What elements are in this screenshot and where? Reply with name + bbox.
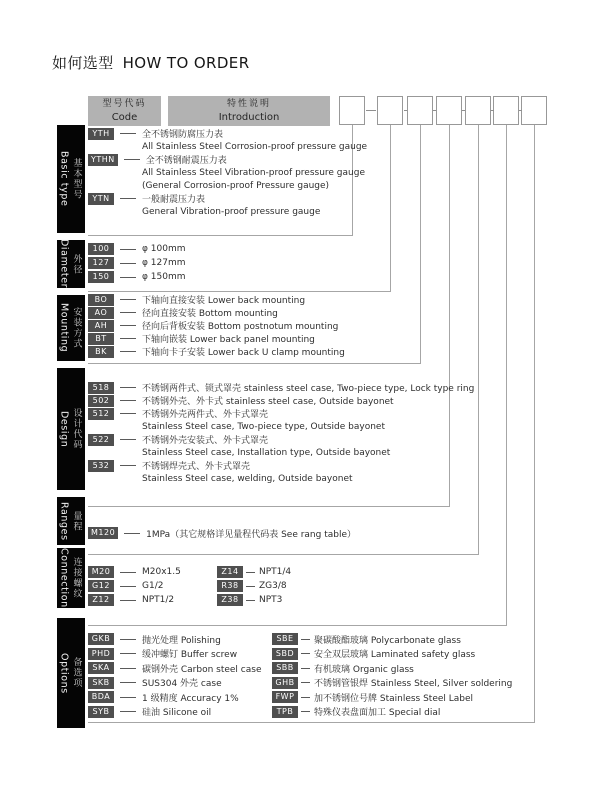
code-row xyxy=(88,270,186,284)
code-dash xyxy=(246,586,255,587)
code-description: 不锈钢外壳安装式、外卡式罩壳 xyxy=(142,436,269,446)
code-description: Stainless Steel case, Two-piece type, Outside bayonet xyxy=(142,421,385,432)
code-chip: Z12 xyxy=(88,594,114,606)
section-separator-line xyxy=(88,506,450,507)
code-dash xyxy=(301,639,310,640)
code-description: 不锈钢外壳两件式、外卡式罩壳 xyxy=(142,410,269,420)
code-description: 1MPa（其它规格详见量程代码表 See rang table） xyxy=(146,529,356,540)
section-options-rows-right xyxy=(272,632,512,719)
code-description: Stainless Steel case, Installation type, Outside bayonet xyxy=(142,447,391,458)
section-label-zh: 连接螺纹 xyxy=(71,557,82,599)
box-connector-dash xyxy=(366,110,376,111)
box-connector-dash xyxy=(433,110,436,111)
section-label-en: Options xyxy=(58,652,70,694)
section-label-connection xyxy=(57,548,85,608)
code-row xyxy=(88,647,262,662)
code-dash xyxy=(120,439,136,440)
section-label-en: Connection xyxy=(58,548,70,608)
code-dash xyxy=(120,387,136,388)
section-label-basic-type xyxy=(57,125,85,233)
code-dash xyxy=(301,682,310,683)
code-dash xyxy=(301,711,310,712)
code-row xyxy=(272,661,512,676)
code-description: 加不锈钢位号牌 Stainless Steel Label xyxy=(314,693,474,704)
section-connection-rows xyxy=(88,565,181,607)
code-description: General Vibration-proof pressure gauge xyxy=(142,206,321,217)
code-description: 下轴向嵌装 Lower back panel mounting xyxy=(142,335,315,345)
section-mounting-rows xyxy=(88,293,345,358)
box-connector-dash xyxy=(491,110,494,111)
code-row xyxy=(88,459,474,472)
code-chip: BDA xyxy=(88,691,114,703)
header-introduction-en: Introduction xyxy=(218,112,280,123)
code-description: 抛光处理 Polishing xyxy=(142,635,221,646)
code-description: 径向直接安装 Bottom mounting xyxy=(142,309,278,319)
code-row xyxy=(88,394,474,407)
order-code-box-1 xyxy=(339,96,365,125)
code-chip: FWP xyxy=(272,691,298,703)
section-diameter-rows xyxy=(88,242,186,284)
code-description: 硅油 Silicone oil xyxy=(142,708,212,719)
code-dash xyxy=(120,668,136,669)
header-code-box xyxy=(88,96,161,126)
code-description: G1/2 xyxy=(142,581,164,591)
code-chip: YTH xyxy=(88,128,114,140)
code-dash xyxy=(301,653,310,654)
code-dash xyxy=(120,325,136,326)
section-label-en: Ranges xyxy=(58,501,70,541)
code-row xyxy=(88,332,345,345)
code-dash xyxy=(120,299,136,300)
order-code-box-7 xyxy=(521,96,547,125)
code-description: φ 127mm xyxy=(142,258,186,268)
code-row xyxy=(272,676,512,691)
code-row xyxy=(88,593,181,607)
code-description: SUS304 外壳 case xyxy=(142,679,222,690)
code-description: 碳钢外壳 Carbon steel case xyxy=(142,664,262,675)
code-description: 缓冲螺钉 Buffer screw xyxy=(142,650,238,661)
code-row xyxy=(88,306,345,319)
code-dash xyxy=(301,668,310,669)
code-dash xyxy=(120,400,136,401)
code-row-continuation xyxy=(88,179,367,192)
code-row xyxy=(88,690,262,705)
section-options-rows xyxy=(88,632,262,719)
code-row xyxy=(88,661,262,676)
code-chip: SKA xyxy=(88,662,114,674)
code-description: ZG3/8 xyxy=(259,581,287,591)
code-dash xyxy=(301,697,310,698)
section-label-ranges xyxy=(57,497,85,545)
code-row-continuation xyxy=(88,140,367,153)
order-code-box-5 xyxy=(465,96,491,125)
code-row xyxy=(88,381,474,394)
section-label-zh: 基本型号 xyxy=(71,158,82,200)
code-row xyxy=(88,526,356,540)
page-title xyxy=(52,52,250,73)
code-row xyxy=(88,705,262,720)
code-description: 不锈钢外壳、外卡式 stainless steel case, Outside bayonet xyxy=(142,397,394,407)
code-description: 有机玻璃 Organic glass xyxy=(314,664,414,675)
code-description: All Stainless Steel Vibration-proof pressure gauge xyxy=(142,167,365,178)
code-chip: 127 xyxy=(88,257,114,269)
code-description: M20x1.5 xyxy=(142,567,181,577)
code-dash xyxy=(120,413,136,414)
code-dash xyxy=(120,312,136,313)
code-dash xyxy=(246,572,255,573)
section-label-zh: 备选项 xyxy=(71,657,82,689)
code-chip: YTN xyxy=(88,193,114,205)
header-introduction-zh: 特性说明 xyxy=(226,99,271,109)
code-row xyxy=(88,345,345,358)
code-description: 下轴向直接安装 Lower back mounting xyxy=(142,296,306,306)
connector-vertical-line xyxy=(506,125,507,625)
section-label-zh: 外径 xyxy=(71,253,82,275)
section-connection-rows-right xyxy=(217,565,291,607)
code-chip: R38 xyxy=(217,580,243,592)
code-row xyxy=(88,433,474,446)
code-row-continuation xyxy=(88,446,474,459)
code-chip: 512 xyxy=(88,408,114,420)
section-separator-line xyxy=(88,291,391,292)
section-separator-line xyxy=(88,625,507,626)
code-chip: YTHN xyxy=(88,154,118,166)
section-label-design xyxy=(57,368,85,490)
code-description: All Stainless Steel Corrosion-proof pressure gauge xyxy=(142,141,368,152)
code-dash xyxy=(120,697,136,698)
code-chip: BT xyxy=(88,333,114,345)
section-label-en: Basic type xyxy=(58,151,70,207)
section-separator-line xyxy=(88,235,353,236)
code-row-continuation xyxy=(88,166,367,179)
code-chip: G12 xyxy=(88,580,114,592)
code-chip: 522 xyxy=(88,434,114,446)
code-row xyxy=(217,579,291,593)
code-description: NPT1/2 xyxy=(142,595,175,605)
code-chip: SBB xyxy=(272,662,298,674)
connector-vertical-line xyxy=(534,125,535,722)
code-description: 径向后背板安装 Bottom postnotum mounting xyxy=(142,322,339,332)
code-row xyxy=(88,407,474,420)
code-description: φ 150mm xyxy=(142,272,186,282)
code-description: 一般耐震压力表 xyxy=(142,195,206,205)
order-code-box-6 xyxy=(493,96,519,125)
code-row xyxy=(88,293,345,306)
section-ranges-rows xyxy=(88,526,356,540)
code-dash xyxy=(246,600,255,601)
code-row xyxy=(88,676,262,691)
code-dash xyxy=(120,338,136,339)
code-chip: AO xyxy=(88,307,114,319)
section-label-en: Diameter xyxy=(58,239,70,289)
section-separator-line xyxy=(88,363,421,364)
code-dash xyxy=(120,711,136,712)
box-connector-dash xyxy=(519,110,522,111)
code-chip: BK xyxy=(88,346,114,358)
box-connector-dash xyxy=(404,110,407,111)
code-row xyxy=(217,565,291,579)
code-chip: M20 xyxy=(88,566,114,578)
section-label-en: Mounting xyxy=(58,303,70,353)
code-chip: GKB xyxy=(88,633,114,645)
page-title-zh: 如何选型 xyxy=(52,54,114,72)
page-title-en: HOW TO ORDER xyxy=(122,54,250,72)
section-design-rows xyxy=(88,381,474,485)
code-description: (General Corrosion-proof Pressure gauge) xyxy=(142,180,330,191)
code-row xyxy=(88,579,181,593)
section-label-zh: 量程 xyxy=(71,510,82,532)
code-dash xyxy=(120,653,136,654)
code-chip: 502 xyxy=(88,395,114,407)
connector-vertical-line xyxy=(478,125,479,554)
code-description: NPT3 xyxy=(259,595,283,605)
header-code-zh: 型号代码 xyxy=(102,99,147,109)
code-chip: 518 xyxy=(88,382,114,394)
code-row xyxy=(88,565,181,579)
code-row xyxy=(272,705,512,720)
code-chip: PHD xyxy=(88,648,114,660)
order-code-box-4 xyxy=(436,96,462,125)
code-dash xyxy=(120,249,136,250)
section-separator-line xyxy=(88,554,479,555)
connector-vertical-line xyxy=(420,125,421,363)
code-row xyxy=(88,256,186,270)
section-label-en: Design xyxy=(58,410,70,448)
code-description: 全不锈钢耐震压力表 xyxy=(145,156,227,166)
code-description: Stainless Steel case, welding, Outside bayonet xyxy=(142,473,353,484)
code-row-continuation xyxy=(88,420,474,433)
code-row-continuation xyxy=(88,205,367,218)
order-code-box-3 xyxy=(407,96,433,125)
code-row xyxy=(217,593,291,607)
code-row xyxy=(88,153,367,166)
code-row xyxy=(272,647,512,662)
code-row xyxy=(272,632,512,647)
code-chip: TPB xyxy=(272,706,298,718)
header-introduction-box xyxy=(168,96,330,126)
code-description: 不锈钢管银焊 Stainless Steel, Silver soldering xyxy=(314,679,513,690)
code-description: 安全双层玻璃 Laminated safety glass xyxy=(314,650,476,661)
code-row xyxy=(88,192,367,205)
code-chip: SBD xyxy=(272,648,298,660)
order-code-box-2 xyxy=(377,96,403,125)
section-label-zh: 设计代码 xyxy=(71,408,82,450)
code-chip: M120 xyxy=(88,527,118,539)
code-row-continuation xyxy=(88,472,474,485)
code-row xyxy=(88,127,367,140)
code-chip: 150 xyxy=(88,271,114,283)
code-dash xyxy=(124,159,140,160)
code-description: 聚碳酸酯玻璃 Polycarbonate glass xyxy=(314,635,461,646)
code-description: 不锈钢焊壳式、外卡式罩壳 xyxy=(142,462,251,472)
code-dash xyxy=(120,600,136,601)
code-description: φ 100mm xyxy=(142,244,186,254)
connector-vertical-line xyxy=(390,125,391,291)
code-dash xyxy=(120,639,136,640)
code-description: 1 级精度 Accuracy 1% xyxy=(142,693,239,704)
header-code-en: Code xyxy=(111,112,138,123)
code-chip: Z14 xyxy=(217,566,243,578)
code-dash xyxy=(120,198,136,199)
code-dash xyxy=(124,533,140,534)
code-chip: BO xyxy=(88,294,114,306)
code-chip: AH xyxy=(88,320,114,332)
code-dash xyxy=(120,133,136,134)
section-label-options xyxy=(57,618,85,728)
code-dash xyxy=(120,465,136,466)
section-basic-type-rows xyxy=(88,127,367,218)
code-dash xyxy=(120,263,136,264)
code-chip: 100 xyxy=(88,243,114,255)
code-description: 全不锈钢防腐压力表 xyxy=(142,130,224,140)
code-chip: SBE xyxy=(272,633,298,645)
code-description: NPT1/4 xyxy=(259,567,292,577)
code-chip: SYB xyxy=(88,706,114,718)
code-dash xyxy=(120,351,136,352)
code-row xyxy=(88,319,345,332)
code-chip: Z38 xyxy=(217,594,243,606)
code-dash xyxy=(120,572,136,573)
box-connector-dash xyxy=(462,110,465,111)
code-description: 特殊仪表盘面加工 Special dial xyxy=(314,708,441,719)
code-description: 下轴向卡子安装 Lower back U clamp mounting xyxy=(142,348,345,358)
code-dash xyxy=(120,682,136,683)
code-chip: SKB xyxy=(88,677,114,689)
section-separator-line xyxy=(88,722,535,723)
code-dash xyxy=(120,586,136,587)
section-label-diameter xyxy=(57,240,85,288)
code-description: 不锈钢两件式、锁式罩壳 stainless steel case, Two-piece type, Lock type ring xyxy=(142,384,475,394)
code-dash xyxy=(120,277,136,278)
code-row xyxy=(88,242,186,256)
section-label-mounting xyxy=(57,295,85,361)
code-row xyxy=(272,690,512,705)
code-chip: 532 xyxy=(88,460,114,472)
section-label-zh: 安装方式 xyxy=(71,307,82,349)
code-row xyxy=(88,632,262,647)
code-chip: GHB xyxy=(272,677,298,689)
